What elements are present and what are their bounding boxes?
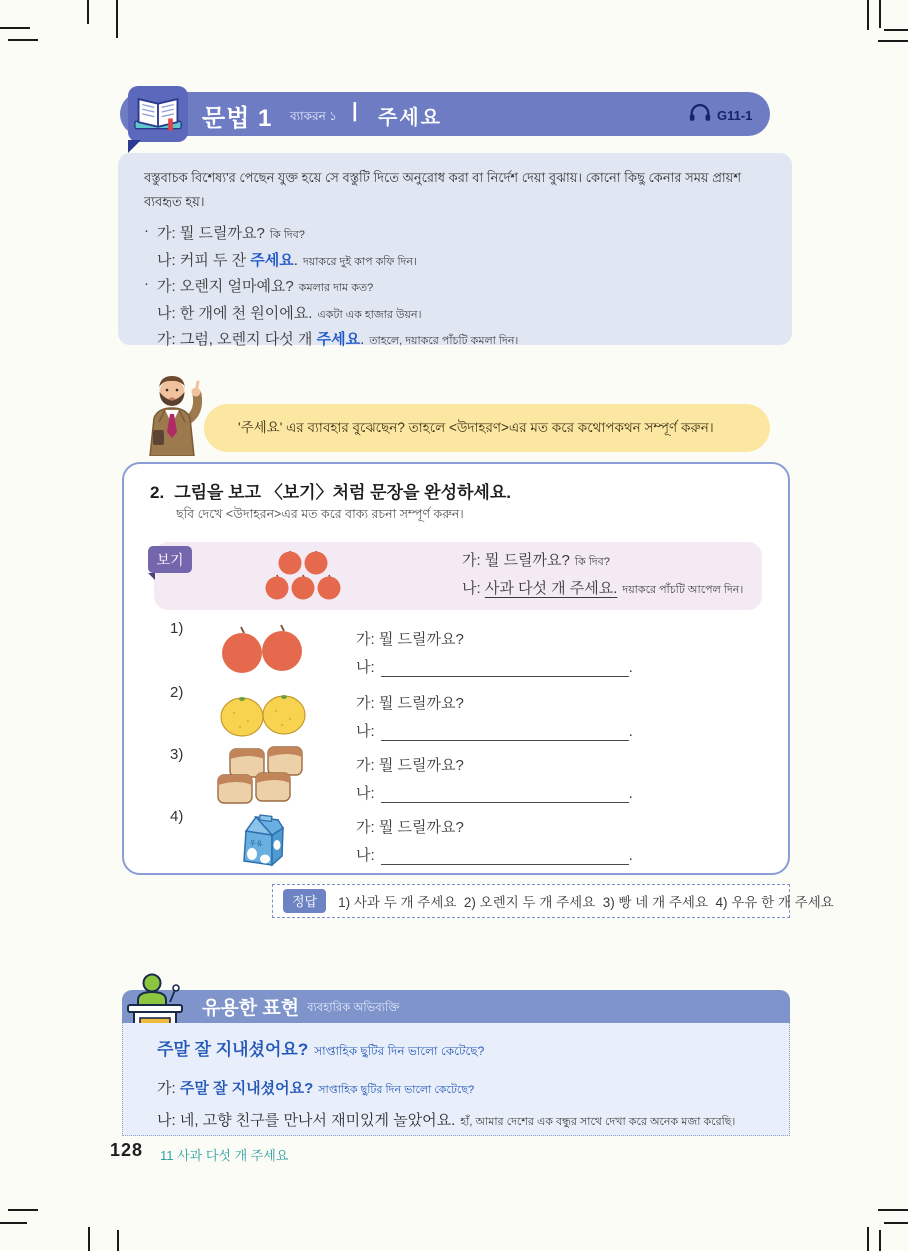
book-icon-box [128,86,188,142]
example-question: 가: 뭘 드릴까요? [462,552,570,569]
answer-blank [381,787,629,803]
crop-mark [879,0,881,28]
page-title: 문법 1 [202,105,273,132]
two-apples-illustration [202,620,322,680]
crop-mark [116,0,118,38]
dialogue-line: 가: 그럼, 오렌지 다섯 개 주세요. তাহলে, দয়াকরে পাঁচটি কমলা দিন। [157,331,519,348]
expression-title-bengali: সাপ্তাহিক ছুটির দিন ভালো কেটেছে? [314,1044,485,1058]
exercise-title: 그림을 보고 〈보기〉처럼 문장을 완성하세요. [174,483,511,502]
item-answer-line [356,720,633,741]
lesson-title: 11 사과 다섯 개 주세요 [160,1148,289,1163]
crop-mark [87,0,89,24]
answer-key-label: 정답 [283,889,326,913]
dialogue-line: 나: 한 개에 천 원이에요. একটা এক হাজার উয়ন। [157,304,422,322]
exercise-section [122,462,790,875]
exercise-subtitle-bengali: ছবি দেখে <উদাহরন>এর মত করে বাক্য রচনা সম্পূর্ণ করুন। [176,507,464,521]
title-divider: | [352,100,358,122]
crop-mark [884,29,908,31]
crop-mark [867,0,869,30]
crop-mark [884,1222,908,1224]
headphones-icon [688,103,712,127]
item-answer-line [356,844,633,865]
example-answer-prefix: 나: [462,580,485,597]
answer-blank [381,725,629,741]
audio-track-tag [688,103,752,127]
exercise-item-4 [124,808,788,868]
milk-carton-illustration [202,808,322,868]
exercise-item-1 [124,620,788,680]
crop-mark [117,1230,119,1251]
crop-mark [0,1222,27,1224]
grammar-explanation-panel [118,153,792,348]
item-number: 4) [170,808,184,825]
expression-dialogue-b: 나: 네, 고향 친구를 만나서 재미있게 놀았어요. হাঁ, আমার দেশের এক বন্ধুর সাথে দেখা করে অনেক মজা করেছি। [157,1112,736,1129]
crop-mark [8,39,38,41]
answer-period: . [628,785,633,802]
example-dialogue [462,549,743,600]
five-apples-illustration [246,548,356,607]
example-dialogue [144,222,766,355]
example-box [154,542,762,610]
tip-banner-text: '주세요' এর ব্যাবহার বুঝেছেন? তাহলে <উদাহরণ>এর মত করে কথোপকথন সম্পূর্ণ করুন। [238,420,714,435]
answer-key-box [272,884,834,918]
tip-banner [204,404,770,452]
crop-mark [88,1227,90,1251]
item-answer-line [356,782,633,803]
crop-mark [867,1227,869,1251]
example-question-bengali: কি দিব? [574,556,610,568]
grammar-topic: 주세요 [378,107,442,129]
answer-period: . [628,723,633,740]
svg-text:우유: 우유 [248,840,263,849]
answer-blank [381,661,629,677]
open-book-icon [133,91,183,138]
answer-prefix: 나: [356,723,375,740]
dialogue-line: · 가: 오렌지 얼마예요? কমলার দাম কত? [144,275,374,295]
useful-expressions-section [122,990,790,1136]
item-number: 2) [170,684,184,701]
dialogue-line: · 가: 뭘 드릴까요? কি দিব? [144,222,305,242]
exercise-heading [150,478,511,503]
crop-mark [878,40,908,42]
dialogue-line: 나: 커피 두 잔 주세요. দয়াকরে দুই কাপ কফি দিন। [157,251,417,269]
useful-expressions-header [122,990,790,1023]
item-question: 가: 뭘 드릴까요? [356,757,464,774]
crop-mark [0,27,30,29]
crop-mark [878,1209,908,1211]
example-answer: 사과 다섯 개 주세요. [484,580,618,597]
header-ribbon-tail [128,140,141,153]
page-number: 128 [110,1140,144,1160]
useful-expressions-title-bengali: ব্যবহারিক অভিব্যক্তি [307,1002,400,1014]
item-number: 3) [170,746,184,763]
item-question: 가: 뭘 드릴까요? [356,631,464,648]
example-box-label: 보기 [148,546,192,573]
expression-title: 주말 잘 지내셨어요? সাপ্তাহিক ছুটির দিন ভালো কেটেছে? [157,1040,485,1059]
exercise-number: 2. [150,483,165,502]
explanation-text-bengali: বস্তুবাচক বিশেষ্য'র পেছেন যুক্ত হয়ে সে বস্তুটি দিতে অনুরোধ করা বা নির্দেশ দেয়া বুঝায়। কোনো কিছু কেনার সময় প্রায়শ ব্যবহৃত হয়। [144,170,742,209]
answer-prefix: 나: [356,847,375,864]
item-answer-line [356,656,633,677]
item-number: 1) [170,620,184,637]
four-bread-loaves-illustration [202,746,322,806]
answer-blank [381,849,629,865]
page-title-bengali: ব্যাকরন ১ [290,109,337,123]
exercise-item-3 [124,746,788,806]
example-box-label-tail [148,573,155,580]
item-question: 가: 뭘 드릴까요? [356,695,464,712]
answer-prefix: 나: [356,785,375,802]
exercise-item-2 [124,684,788,744]
crop-mark [8,1209,38,1211]
audio-track-label: G11-1 [717,107,753,123]
answer-prefix: 나: [356,659,375,676]
crop-mark [879,1230,881,1251]
item-question: 가: 뭘 드릴까요? [356,819,464,836]
expression-dialogue-a: 가: 주말 잘 지내셨어요? সাপ্তাহিক ছুটির দিন ভালো কেটেছে? [157,1080,475,1097]
useful-expressions-body [122,1023,790,1136]
teacher-character-illustration [126,370,218,461]
two-oranges-illustration [202,684,322,744]
useful-expressions-title: 유용한 표현 [202,998,300,1019]
answer-key-text: 1) 사과 두 개 주세요 2) 오렌지 두 개 주세요 3) 빵 네 개 주세요 4) 우유 한 개 주세요 [338,895,834,910]
answer-period: . [628,659,633,676]
answer-period: . [628,847,633,864]
example-answer-bengali: দয়াকরে পাঁচটি আপেল দিন। [622,584,744,596]
